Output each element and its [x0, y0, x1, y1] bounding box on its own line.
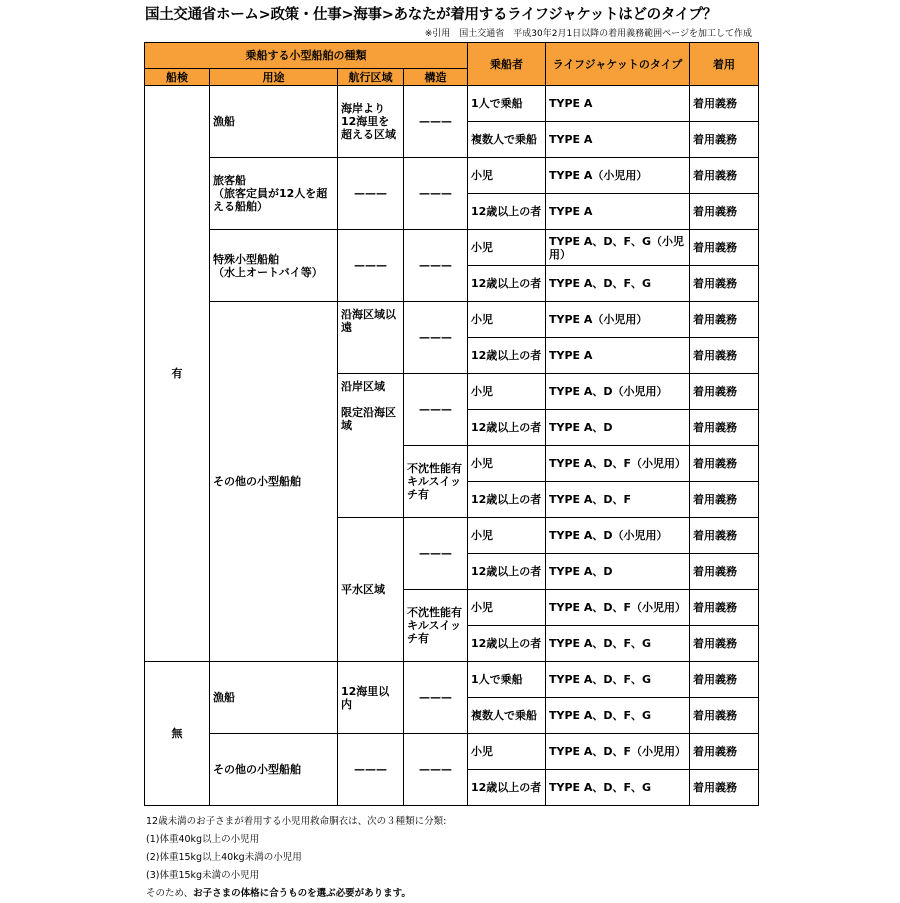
type-cell: TYPE A [546, 338, 690, 374]
note-line [146, 885, 446, 903]
use-other: その他の小型船舶 [210, 734, 338, 806]
type-cell: TYPE A（小児用） [546, 302, 690, 338]
wear-cell: 着用義務 [690, 770, 759, 806]
use-fishing: 漁船 [210, 86, 338, 158]
type-cell: TYPE A [546, 86, 690, 122]
wear-cell: 着用義務 [690, 374, 759, 410]
note-emphasis: お子さまの体格に合うものを選ぶ必要があります。 [193, 888, 411, 899]
use-other: その他の小型船舶 [210, 302, 338, 662]
type-cell: TYPE A、D、F、G [546, 698, 690, 734]
passenger-cell: 12歳以上の者 [468, 410, 546, 446]
area-dash: ——— [338, 734, 404, 806]
area-smooth: 平水区域 [338, 518, 404, 662]
passenger-cell: 12歳以上の者 [468, 554, 546, 590]
passenger-cell: 小児 [468, 230, 546, 266]
passenger-cell: 小児 [468, 158, 546, 194]
type-cell: TYPE A、D [546, 554, 690, 590]
type-cell: TYPE A、D [546, 410, 690, 446]
header-wear: 着用 [690, 43, 759, 86]
wear-cell: 着用義務 [690, 554, 759, 590]
passenger-cell: 12歳以上の者 [468, 626, 546, 662]
passenger-cell: 小児 [468, 518, 546, 554]
area-sea12in: 12海里以内 [338, 662, 404, 734]
wear-cell: 着用義務 [690, 626, 759, 662]
wear-cell: 着用義務 [690, 194, 759, 230]
wear-cell: 着用義務 [690, 590, 759, 626]
structure-dash: ——— [404, 230, 468, 302]
passenger-cell: 12歳以上の者 [468, 338, 546, 374]
type-cell: TYPE A、D、F（小児用） [546, 446, 690, 482]
type-cell: TYPE A、D、F、G [546, 770, 690, 806]
type-cell: TYPE A、D、F [546, 482, 690, 518]
wear-cell: 着用義務 [690, 302, 759, 338]
structure-dash: ——— [404, 518, 468, 590]
type-cell: TYPE A、D、F、G（小児用） [546, 230, 690, 266]
use-special: 特殊小型船舶 （水上オートバイ等） [210, 230, 338, 302]
note-line: (2)体重15kg以上40kg未満の小児用 [146, 852, 302, 863]
page-title: 国土交通省ホーム>政策・仕事>海事>あなたが着用するライフジャケットはどのタイプ？ [145, 7, 717, 23]
wear-cell: 着用義務 [690, 482, 759, 518]
type-cell: TYPE A、D、F、G [546, 626, 690, 662]
wear-cell: 着用義務 [690, 446, 759, 482]
structure-dash: ——— [404, 734, 468, 806]
type-cell: TYPE A [546, 122, 690, 158]
wear-cell: 着用義務 [690, 338, 759, 374]
structure-dash: ——— [404, 374, 468, 446]
area-sea12: 海岸より12海里を超える区域 [338, 86, 404, 158]
wear-cell: 着用義務 [690, 230, 759, 266]
passenger-cell: 複数人で乗船 [468, 698, 546, 734]
passenger-cell: 1人で乗船 [468, 662, 546, 698]
passenger-cell: 小児 [468, 734, 546, 770]
passenger-cell: 小児 [468, 446, 546, 482]
passenger-cell: 小児 [468, 590, 546, 626]
header-use: 用途 [210, 69, 338, 86]
passenger-cell: 1人で乗船 [468, 86, 546, 122]
structure-dash: ——— [404, 86, 468, 158]
area-coastal: 沿岸区域 限定沿海区域 [338, 374, 404, 518]
wear-cell: 着用義務 [690, 410, 759, 446]
header-structure: 構造 [404, 69, 468, 86]
type-cell: TYPE A、D、F（小児用） [546, 734, 690, 770]
note-prefix: そのため、 [146, 888, 194, 899]
type-cell: TYPE A、D（小児用） [546, 518, 690, 554]
note-line: (1)体重40kg以上の小児用 [146, 834, 260, 845]
header-vessel-type: 乗船する小型船舶の種類 [145, 43, 468, 69]
type-cell: TYPE A、D、F、G [546, 266, 690, 302]
note-line: 12歳未満のお子さまが着用する小児用救命胴衣は、次の３種類に分類: [146, 816, 447, 827]
use-fishing: 漁船 [210, 662, 338, 734]
passenger-cell: 12歳以上の者 [468, 266, 546, 302]
header-area: 航行区域 [338, 69, 404, 86]
source-note: ※引用 国土交通省 平成30年2月1日以降の着用義務範囲ページを加工して作成 [424, 29, 752, 39]
passenger-cell: 複数人で乗船 [468, 122, 546, 158]
structure-dash: ——— [404, 158, 468, 230]
wear-cell: 着用義務 [690, 122, 759, 158]
wear-cell: 着用義務 [690, 158, 759, 194]
wear-cell: 着用義務 [690, 734, 759, 770]
structure-unsinkable: 不沈性能有 キルスイッチ有 [404, 590, 468, 662]
use-ferry: 旅客船 （旅客定員が12人を超える船舶） [210, 158, 338, 230]
note-line: (3)体重15kg未満の小児用 [146, 870, 260, 881]
header-passenger: 乗船者 [468, 43, 546, 86]
header-type: ライフジャケットのタイプ [546, 43, 690, 86]
type-cell: TYPE A（小児用） [546, 158, 690, 194]
structure-unsinkable: 不沈性能有 キルスイッチ有 [404, 446, 468, 518]
wear-cell: 着用義務 [690, 86, 759, 122]
passenger-cell: 12歳以上の者 [468, 770, 546, 806]
passenger-cell: 小児 [468, 302, 546, 338]
structure-dash: ——— [404, 302, 468, 374]
area-dash: ——— [338, 158, 404, 230]
passenger-cell: 小児 [468, 374, 546, 410]
area-coastal-far: 沿海区域以遠 [338, 302, 404, 374]
header-inspection: 船検 [145, 69, 210, 86]
type-cell: TYPE A [546, 194, 690, 230]
footnotes [146, 813, 446, 903]
inspection-no: 無 [145, 662, 210, 806]
type-cell: TYPE A、D、F、G [546, 662, 690, 698]
wear-cell: 着用義務 [690, 518, 759, 554]
wear-cell: 着用義務 [690, 266, 759, 302]
type-cell: TYPE A、D（小児用） [546, 374, 690, 410]
passenger-cell: 12歳以上の者 [468, 482, 546, 518]
type-cell: TYPE A、D、F（小児用） [546, 590, 690, 626]
passenger-cell: 12歳以上の者 [468, 194, 546, 230]
wear-cell: 着用義務 [690, 662, 759, 698]
inspection-yes: 有 [145, 86, 210, 662]
structure-dash: ——— [404, 662, 468, 734]
wear-cell: 着用義務 [690, 698, 759, 734]
lifejacket-table [144, 42, 759, 806]
area-dash: ——— [338, 230, 404, 302]
